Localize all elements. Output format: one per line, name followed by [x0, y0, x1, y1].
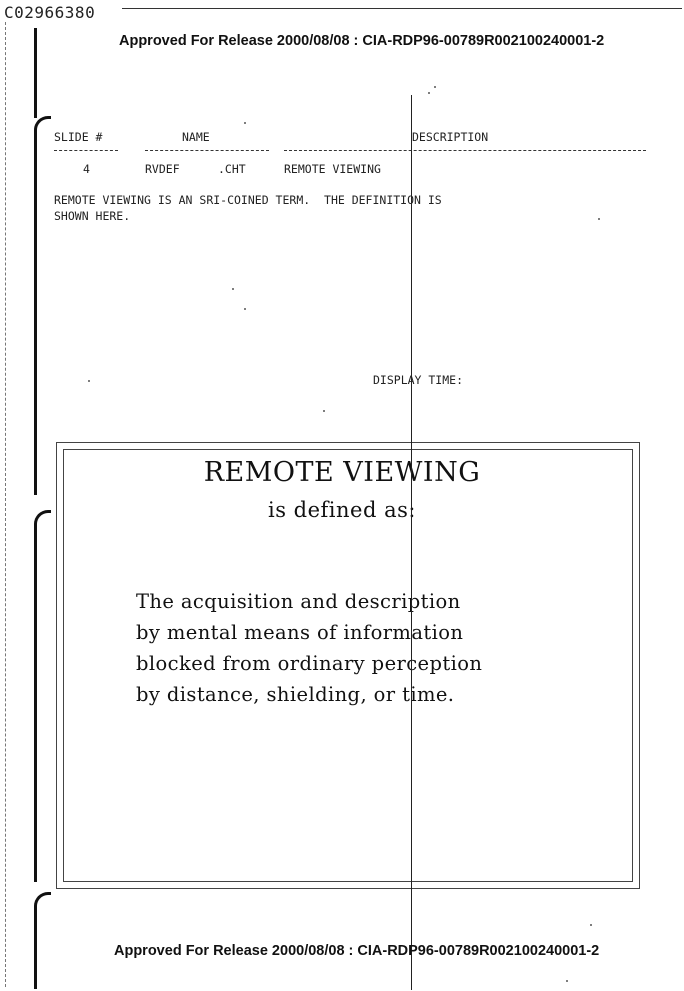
scan-speck	[434, 86, 436, 88]
row-description: REMOTE VIEWING	[284, 162, 381, 176]
left-binder-bar-4	[34, 909, 37, 989]
scan-speck	[244, 308, 246, 310]
scan-speck	[232, 288, 234, 290]
slide-subtitle: is defined as:	[268, 498, 416, 522]
scan-speck	[323, 410, 325, 412]
slide-body-line-3: blocked from ordinary perception	[136, 652, 483, 675]
slide-body-line-1: The acquisition and description	[136, 590, 461, 613]
center-fold-line	[411, 95, 412, 990]
comment-text	[54, 192, 442, 224]
slide-title: REMOTE VIEWING	[203, 457, 481, 488]
scan-speck	[428, 92, 430, 94]
header-underline-description	[284, 150, 646, 151]
header-underline-name	[145, 150, 269, 151]
comment-line-2: SHOWN HERE.	[54, 209, 131, 223]
scan-speck	[88, 380, 90, 382]
left-binder-bar-3	[34, 527, 37, 882]
scan-speck	[590, 924, 592, 926]
comment-line-1: REMOTE VIEWING IS AN SRI-COINED TERM. THE DEFINITION IS	[54, 193, 442, 207]
scan-speck	[566, 980, 568, 982]
release-footer: Approved For Release 2000/08/08 : CIA-RDP96-00789R002100240001-2	[114, 943, 600, 959]
release-header: Approved For Release 2000/08/08 : CIA-RDP96-00789R002100240001-2	[119, 33, 605, 49]
header-underline-slide	[54, 150, 118, 151]
scan-speck	[244, 122, 246, 124]
header-description: DESCRIPTION	[412, 130, 489, 144]
top-rule	[122, 8, 682, 9]
display-time-label: DISPLAY TIME:	[373, 373, 464, 387]
row-slide-number: 4	[83, 162, 90, 176]
document-id: C02966380	[4, 3, 96, 22]
slide-body	[136, 586, 482, 710]
header-name: NAME	[182, 130, 210, 144]
row-name: RVDEF	[145, 162, 180, 176]
slide-body-line-2: by mental means of information	[136, 621, 464, 644]
left-binder-bar-1	[34, 28, 37, 118]
header-slide-number: SLIDE #	[54, 130, 103, 144]
left-binder-bar-2	[34, 133, 37, 495]
row-extension: .CHT	[218, 162, 246, 176]
slide-body-line-4: by distance, shielding, or time.	[136, 683, 455, 706]
scan-speck	[598, 218, 600, 220]
